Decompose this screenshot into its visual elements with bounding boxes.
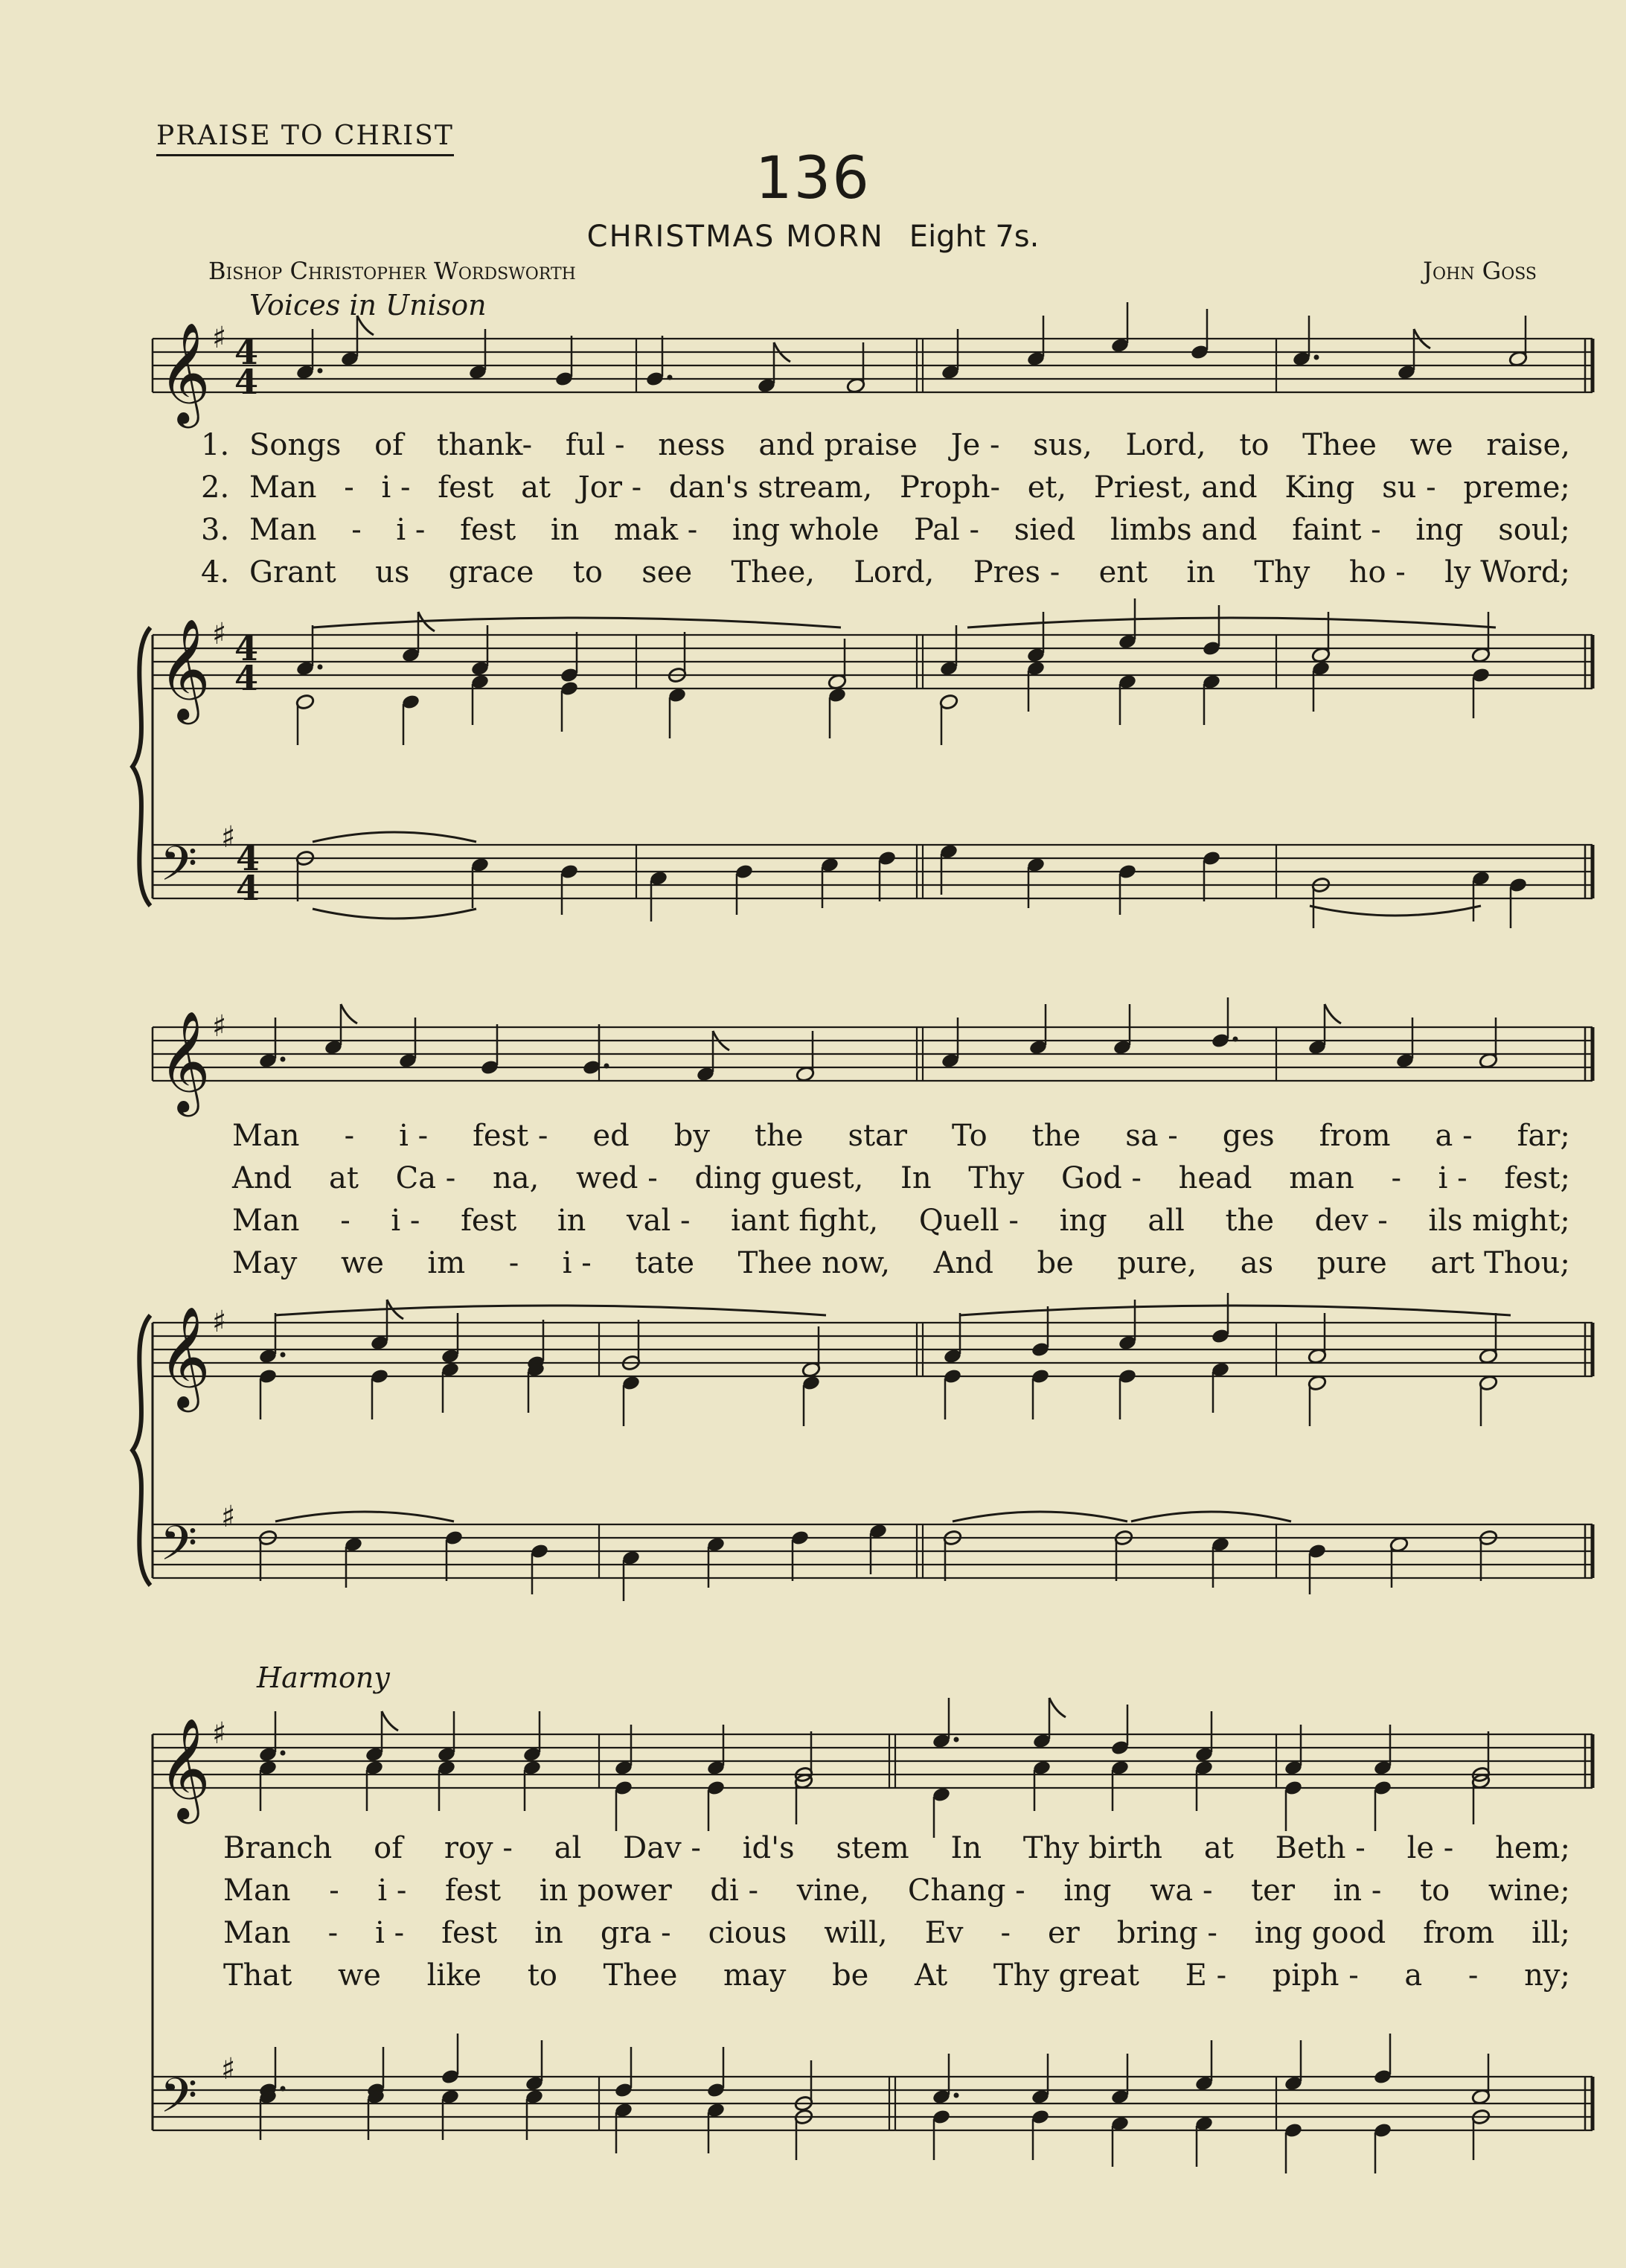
lyric-syllable: art Thou; (1430, 1246, 1570, 1280)
lyric-syllable: fest; (1504, 1161, 1570, 1195)
sharp-icon: ♯ (221, 2052, 236, 2086)
lyric-syllable: King (1284, 470, 1355, 505)
sharp-icon: ♯ (212, 1009, 227, 1044)
lyric-syllable: ing (1059, 1204, 1107, 1238)
author: Bishop Christopher Wordsworth (208, 257, 576, 285)
lyric-syllable: fest (461, 1204, 517, 1238)
lyric-syllable: us (375, 555, 410, 590)
lyric-syllable: we (340, 1246, 384, 1280)
lyric-syllable: from (1423, 1916, 1495, 1950)
lyric-syllable: ent (1098, 555, 1148, 590)
lyric-line (249, 470, 1570, 505)
lyric-syllable: Ev (924, 1916, 964, 1950)
note-dot (318, 665, 323, 670)
lyric-line (249, 513, 1570, 547)
lyric-syllable: - (1000, 1916, 1011, 1950)
lyric-syllable: im (427, 1246, 466, 1280)
lyric-syllable: in (550, 513, 580, 547)
sharp-icon: ♯ (212, 321, 227, 355)
lyric-syllable: at (328, 1161, 359, 1195)
lyric-syllable: Beth - (1275, 1831, 1366, 1865)
time-signature: 4 (236, 838, 260, 878)
note-dot (281, 2086, 286, 2092)
lyric-syllable: i - (399, 1119, 429, 1153)
sharp-icon: ♯ (212, 1305, 227, 1339)
lyric-syllable: i - (562, 1246, 592, 1280)
lyric-syllable: mak - (614, 513, 698, 547)
lyric-syllable: of (374, 1831, 403, 1865)
lyric-syllable: see (641, 555, 693, 590)
sharp-icon: ♯ (221, 1500, 236, 1534)
lyric-syllable: id's (742, 1831, 795, 1865)
lyric-syllable: Lord, (1125, 428, 1206, 462)
tune-name: CHRISTMAS MORN (586, 220, 884, 254)
lyric-syllable: ful - (565, 428, 625, 462)
verse-number: 3. (201, 513, 230, 547)
lyric-syllable: wed - (576, 1161, 658, 1195)
slur (1310, 906, 1481, 916)
lyric-syllable: Pal - (914, 513, 980, 547)
lyric-syllable: Dav - (623, 1831, 701, 1865)
lyric-syllable: et, (1027, 470, 1067, 505)
lyric-line (223, 1958, 1570, 1993)
hymn-number: 136 (755, 145, 871, 212)
lyric-syllable: the (1031, 1119, 1081, 1153)
lyric-syllable: grace (448, 555, 534, 590)
lyric-syllable: fest - (473, 1119, 548, 1153)
lyric-line (232, 1246, 1570, 1280)
lyric-syllable: tate (635, 1246, 695, 1280)
lyric-syllable: - (340, 1204, 351, 1238)
verse-number: 1. (201, 428, 230, 462)
lyric-syllable: pure (1316, 1246, 1387, 1280)
lyric-syllable: val - (627, 1204, 691, 1238)
lyric-syllable: i - (1438, 1161, 1467, 1195)
lyric-syllable: far; (1517, 1119, 1570, 1153)
lyric-syllable: in - (1333, 1874, 1382, 1908)
lyric-syllable: Branch (223, 1831, 333, 1865)
lyric-syllable: - (508, 1246, 519, 1280)
lyric-line (232, 1204, 1570, 1238)
note-flag (1049, 1698, 1066, 1717)
lyric-syllable: wa - (1150, 1874, 1213, 1908)
lyric-syllable: ill; (1531, 1916, 1570, 1950)
lyric-syllable: to (572, 555, 603, 590)
treble-clef-icon: 𝄞 (159, 1009, 211, 1112)
lyric-syllable: ing whole (732, 513, 880, 547)
lyric-syllable: di - (710, 1874, 759, 1908)
lyric-syllable: may (723, 1958, 787, 1993)
lyric-syllable: man (1289, 1161, 1354, 1195)
note-flag (341, 1004, 357, 1023)
section-title: PRAISE TO CHRIST (156, 121, 454, 156)
slur (313, 832, 476, 842)
lyric-line (249, 428, 1570, 462)
lyric-syllable: faint - (1292, 513, 1381, 547)
lyric-syllable: - (1467, 1958, 1479, 1993)
lyric-syllable: ding guest, (694, 1161, 864, 1195)
lyric-syllable: Priest, and (1093, 470, 1258, 505)
sharp-icon: ♯ (212, 617, 227, 651)
lyric-line (232, 1161, 1570, 1195)
lyric-line (223, 1831, 1570, 1865)
lyric-syllable: a - (1435, 1119, 1473, 1153)
note-flag (1325, 1004, 1341, 1023)
lyric-syllable: in (557, 1204, 586, 1238)
lyric-syllable: preme; (1463, 470, 1570, 505)
slur (275, 1306, 826, 1315)
treble-clef-icon: 𝄞 (159, 617, 211, 720)
lyric-syllable: i - (375, 1916, 405, 1950)
lyric-syllable: Thee, (731, 555, 815, 590)
meter: Eight 7s. (909, 220, 1040, 254)
lyric-syllable: sa - (1125, 1119, 1178, 1153)
note-dot (954, 1737, 959, 1742)
lyric-syllable: ter (1251, 1874, 1295, 1908)
lyric-syllable: to (1239, 428, 1270, 462)
lyric-syllable: At (915, 1958, 948, 1993)
lyric-syllable: To (952, 1119, 988, 1153)
slur (275, 1512, 454, 1521)
slur (953, 1512, 1127, 1521)
lyric-syllable: Man (232, 1119, 300, 1153)
lyric-syllable: ness (658, 428, 726, 462)
lyric-line (249, 555, 1570, 590)
lyric-syllable: the (754, 1119, 804, 1153)
note-dot (954, 2093, 959, 2098)
verse-number: 4. (201, 555, 230, 590)
treble-clef-icon: 𝄞 (159, 1305, 211, 1408)
lyric-syllable: cious (708, 1916, 787, 1950)
lyric-syllable: God - (1061, 1161, 1142, 1195)
lyric-syllable: will, (824, 1916, 888, 1950)
lyric-syllable: like (426, 1958, 482, 1993)
lyric-syllable: Man (223, 1874, 291, 1908)
lyric-syllable: That (223, 1958, 292, 1993)
lyric-syllable: Quell - (918, 1204, 1019, 1238)
lyric-syllable: And (232, 1161, 292, 1195)
lyric-syllable: star (848, 1119, 908, 1153)
lyric-syllable: ing good (1254, 1916, 1386, 1950)
lyric-syllable: er (1047, 1916, 1080, 1950)
lyric-syllable: ing (1063, 1874, 1112, 1908)
lyric-syllable: - (327, 1916, 339, 1950)
lyric-syllable: And (933, 1246, 993, 1280)
lyric-syllable: iant fight, (731, 1204, 879, 1238)
lyric-syllable: E - (1185, 1958, 1227, 1993)
lyric-syllable: stem (836, 1831, 909, 1865)
lyric-syllable: i - (377, 1874, 407, 1908)
lyric-syllable: Man (249, 470, 317, 505)
lyric-syllable: - (344, 1119, 355, 1153)
lyric-syllable: a (1404, 1958, 1423, 1993)
lyric-syllable: all (1148, 1204, 1185, 1238)
slur (967, 618, 1496, 627)
time-signature: 4 (236, 868, 260, 908)
lyric-syllable: the (1225, 1204, 1274, 1238)
lyric-syllable: fest (460, 513, 516, 547)
lyric-syllable: Thee (1302, 428, 1377, 462)
lyric-syllable: Jor - (577, 470, 642, 505)
lyric-syllable: of (374, 428, 403, 462)
lyric-syllable: Thy (1254, 555, 1310, 590)
slur (960, 1306, 1511, 1315)
lyric-syllable: - (1391, 1161, 1401, 1195)
lyric-syllable: as (1240, 1246, 1274, 1280)
treble-clef-icon: 𝄞 (159, 321, 211, 424)
lyric-syllable: gra - (600, 1916, 671, 1950)
note-flag (382, 1711, 398, 1731)
lyric-syllable: ges (1222, 1119, 1275, 1153)
time-signature: 4 (234, 332, 259, 372)
lyric-syllable: bring - (1116, 1916, 1217, 1950)
lyric-syllable: dev - (1314, 1204, 1388, 1238)
lyric-syllable: raise, (1486, 428, 1570, 462)
lyric-syllable: na, (492, 1161, 540, 1195)
lyric-syllable: dan's stream, (668, 470, 873, 505)
lyric-syllable: Man (249, 513, 317, 547)
lyric-syllable: wine; (1488, 1874, 1570, 1908)
lyric-syllable: in (1186, 555, 1215, 590)
lyric-syllable: soul; (1498, 513, 1570, 547)
lyric-syllable: Pres - (973, 555, 1060, 590)
lyric-syllable: Thy birth (1022, 1831, 1163, 1865)
lyric-syllable: ed (592, 1119, 630, 1153)
lyric-syllable: Songs (249, 428, 342, 462)
lyric-syllable: in power (539, 1874, 672, 1908)
lyric-syllable: pure, (1117, 1246, 1197, 1280)
lyric-syllable: May (232, 1246, 298, 1280)
lyric-syllable: Ca - (395, 1161, 456, 1195)
lyric-syllable: at (521, 470, 551, 505)
lyric-syllable: - (329, 1874, 339, 1908)
time-signature: 4 (234, 628, 259, 668)
note-dot (281, 1352, 286, 1358)
unison-direction: Voices in Unison (249, 289, 487, 322)
harmony-direction: Harmony (257, 1661, 390, 1694)
time-signature: 4 (234, 362, 259, 402)
lyric-syllable: - (351, 513, 362, 547)
note-dot (281, 1751, 286, 1756)
lyric-syllable: we (338, 1958, 381, 1993)
lyric-syllable: su - (1382, 470, 1436, 505)
time-signature: 4 (234, 658, 259, 698)
lyric-syllable: i - (396, 513, 426, 547)
sharp-icon: ♯ (212, 1716, 227, 1751)
lyric-syllable: In (950, 1831, 982, 1865)
lyric-syllable: i - (381, 470, 411, 505)
note-dot (604, 1064, 609, 1069)
note-dot (1314, 355, 1319, 360)
lyric-syllable: sied (1014, 513, 1076, 547)
note-dot (668, 375, 673, 380)
lyric-syllable: le - (1406, 1831, 1454, 1865)
lyric-syllable: Thee (603, 1958, 678, 1993)
lyric-syllable: to (1420, 1874, 1450, 1908)
lyric-syllable: be (1037, 1246, 1074, 1280)
lyric-syllable: to (527, 1958, 557, 1993)
lyric-syllable: Thy great (993, 1958, 1139, 1993)
lyric-syllable: fest (441, 1916, 498, 1950)
lyric-syllable: Proph- (899, 470, 1000, 505)
lyric-syllable: Grant (249, 555, 336, 590)
slur (313, 909, 476, 919)
brace (132, 627, 150, 906)
lyric-syllable: Man (223, 1916, 291, 1950)
lyric-syllable: Man (232, 1204, 300, 1238)
verse-number: 2. (201, 470, 230, 505)
bass-clef-icon: 𝄢 (160, 1516, 198, 1583)
lyric-syllable: In (900, 1161, 932, 1195)
lyric-syllable: - (344, 470, 354, 505)
lyric-line (223, 1916, 1570, 1950)
lyric-line (223, 1874, 1570, 1908)
lyric-syllable: al (554, 1831, 582, 1865)
sharp-icon: ♯ (221, 820, 236, 855)
lyric-syllable: ly Word; (1444, 555, 1570, 590)
lyric-syllable: ing (1415, 513, 1464, 547)
lyric-syllable: roy - (444, 1831, 513, 1865)
treble-clef-icon: 𝄞 (159, 1716, 211, 1819)
note-dot (281, 1057, 286, 1062)
lyric-syllable: Thee now, (737, 1246, 891, 1280)
bass-clef-icon: 𝄢 (160, 2069, 198, 2136)
lyric-syllable: head (1178, 1161, 1252, 1195)
lyric-syllable: sus, (1033, 428, 1092, 462)
lyric-syllable: hem; (1495, 1831, 1570, 1865)
lyric-syllable: by (673, 1119, 710, 1153)
note-flag (357, 316, 374, 335)
bass-clef-icon: 𝄢 (160, 837, 198, 904)
lyric-syllable: ho - (1348, 555, 1406, 590)
lyric-syllable: fest (445, 1874, 502, 1908)
lyric-syllable: Je - (950, 428, 1000, 462)
lyric-syllable: fest (438, 470, 494, 505)
lyric-syllable: Chang - (907, 1874, 1025, 1908)
lyric-syllable: in (534, 1916, 563, 1950)
brace (132, 1315, 150, 1585)
lyric-line (232, 1119, 1570, 1153)
lyric-syllable: and praise (758, 428, 918, 462)
slur (313, 618, 841, 627)
lyric-syllable: be (832, 1958, 869, 1993)
note-dot (1233, 1037, 1238, 1042)
lyric-syllable: limbs and (1110, 513, 1258, 547)
lyric-syllable: at (1203, 1831, 1234, 1865)
lyric-syllable: ny; (1524, 1958, 1570, 1993)
lyric-syllable: piph - (1272, 1958, 1359, 1993)
note-dot (318, 368, 323, 374)
lyric-syllable: Thy (968, 1161, 1025, 1195)
slur (1131, 1512, 1291, 1521)
lyric-syllable: i - (391, 1204, 420, 1238)
lyric-syllable: Lord, (854, 555, 935, 590)
lyric-syllable: thank- (436, 428, 533, 462)
lyric-syllable: vine, (796, 1874, 870, 1908)
composer: John Goss (1423, 257, 1537, 285)
lyric-syllable: ils might; (1428, 1204, 1570, 1238)
lyric-syllable: we (1409, 428, 1453, 462)
lyric-syllable: from (1319, 1119, 1391, 1153)
